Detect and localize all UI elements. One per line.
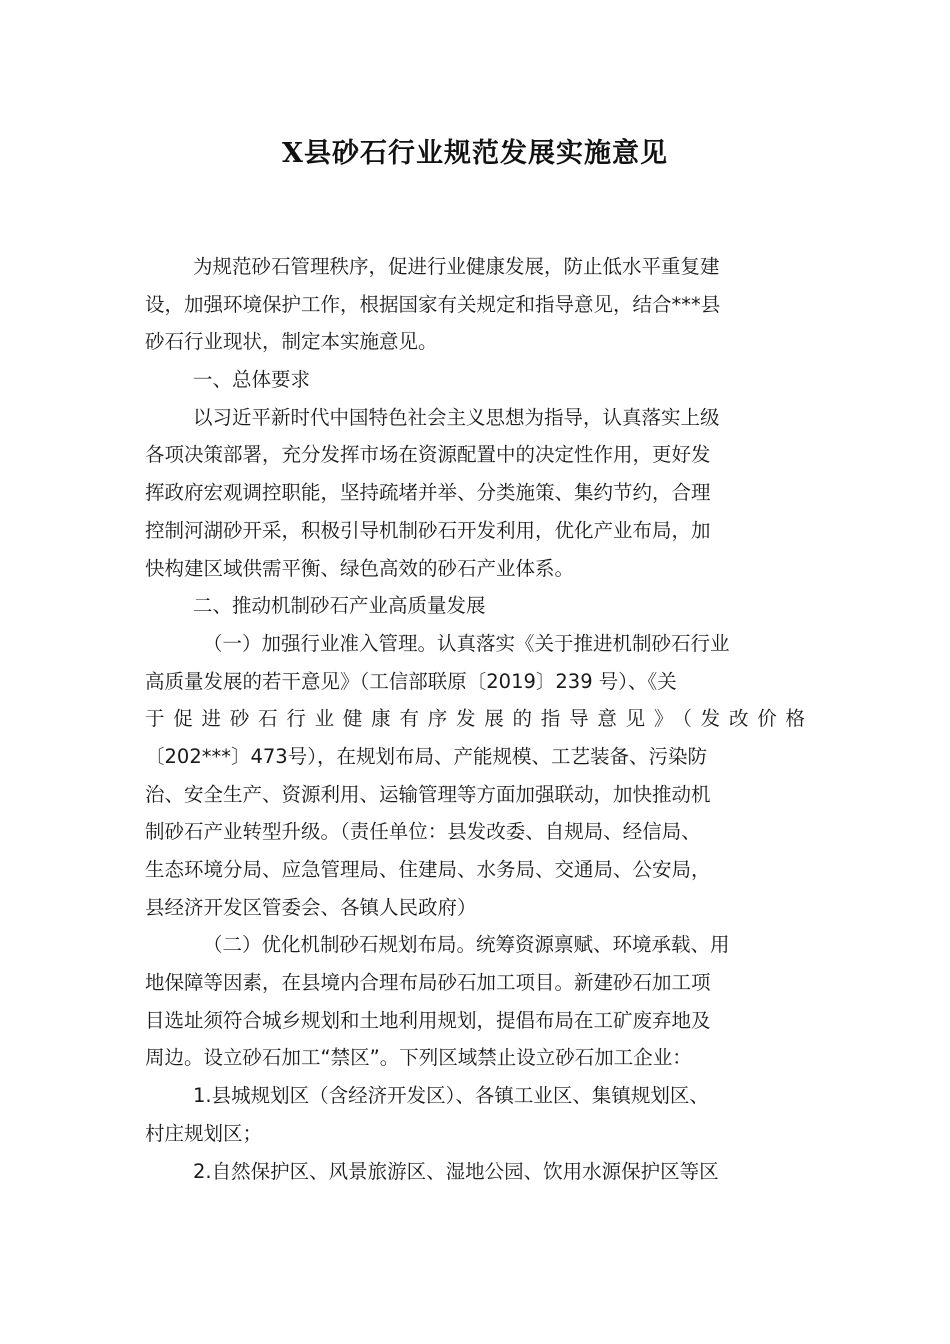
- paragraph-line: （二）优化机制砂石规划布局。统筹资源禀赋、环境承载、用: [203, 933, 730, 957]
- paragraph-line: 砂石行业现状，制定本实施意见。: [145, 330, 438, 354]
- section-heading: 二、推动机制砂石产业高质量发展: [193, 594, 486, 618]
- paragraph-line: 地保障等因素，在县境内合理布局砂石加工项目。新建砂石加工项: [145, 971, 711, 995]
- paragraph-line: 制砂石产业转型升级。（责任单位：县发改委、自规局、经信局、: [145, 820, 701, 844]
- paragraph-line: 设，加强环境保护工作，根据国家有关规定和指导意见，结合***县: [145, 292, 721, 316]
- list-item-line: 2.自然保护区、风景旅游区、湿地公园、饮用水源保护区等区: [193, 1159, 719, 1183]
- document-title: X县砂石行业规范发展实施意见: [282, 138, 668, 169]
- paragraph-line: 以习近平新时代中国特色社会主义思想为指导，认真落实上级: [193, 405, 720, 429]
- section-heading: 一、总体要求: [193, 368, 311, 392]
- list-item-line: 村庄规划区；: [145, 1121, 263, 1145]
- paragraph-line: 挥政府宏观调控职能，坚持疏堵并举、分类施策、集约节约，合理: [145, 481, 711, 505]
- paragraph-line: （一）加强行业准入管理。认真落实《关于推进机制砂石行业: [203, 631, 730, 655]
- paragraph-line: 控制河湖砂开采，积极引导机制砂石开发利用，优化产业布局，加: [145, 518, 711, 542]
- document-body: [145, 248, 805, 1190]
- paragraph-line: 于促进砂石行业健康有序发展的指导意见》（发改价格: [145, 707, 805, 731]
- paragraph-line: 〔202***〕473号），在规划布局、产能规模、工艺装备、污染防: [145, 744, 707, 768]
- paragraph-line: 县经济开发区管委会、各镇人民政府）: [145, 895, 477, 919]
- paragraph-line: 各项决策部署，充分发挥市场在资源配置中的决定性作用，更好发: [145, 443, 711, 467]
- paragraph-line: 治、安全生产、资源利用、运输管理等方面加强联动，加快推动机: [145, 782, 711, 806]
- paragraph-line: 高质量发展的若干意见》（工信部联原〔2019〕239 号）、《关: [145, 669, 677, 693]
- paragraph-line: 生态环境分局、应急管理局、住建局、水务局、交通局、公安局，: [145, 858, 711, 881]
- paragraph-line: 目选址须符合城乡规划和土地利用规划，提倡布局在工矿废弃地及: [145, 1008, 711, 1032]
- list-item-line: 1.县城规划区（含经济开发区）、各镇工业区、集镇规划区、: [193, 1084, 709, 1108]
- paragraph-line: 为规范砂石管理秩序，促进行业健康发展，防止低水平重复建: [193, 255, 720, 278]
- paragraph-line: 周边。设立砂石加工“禁区”。下列区域禁止设立砂石加工企业：: [145, 1046, 692, 1070]
- paragraph-line: 快构建区域供需平衡、绿色高效的砂石产业体系。: [145, 556, 575, 580]
